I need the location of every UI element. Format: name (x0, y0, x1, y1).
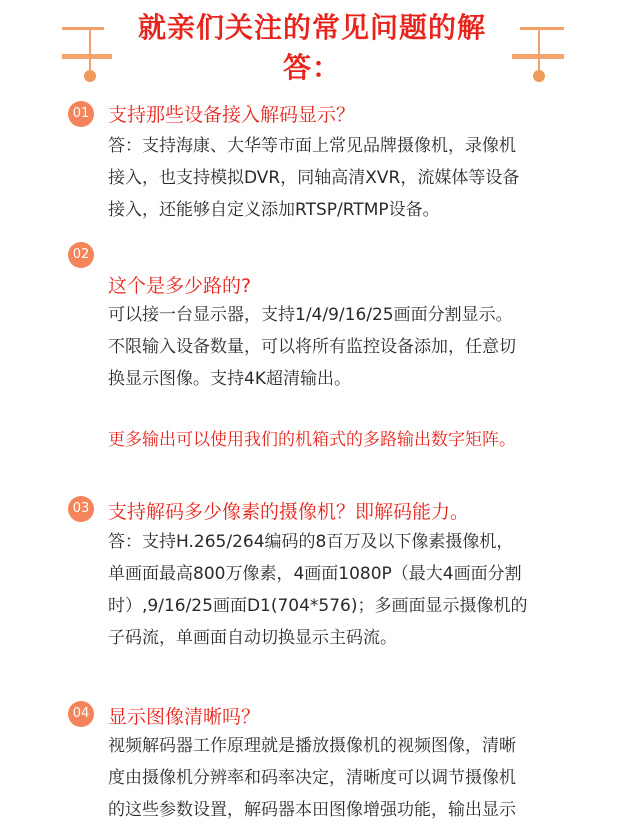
page-title: 就亲们关注的常见问题的解答： (112, 6, 512, 86)
header-vertical-left (89, 27, 91, 73)
faq-number-badge: 02 (68, 242, 94, 268)
faq-answer (108, 730, 578, 826)
faq-note: 更多输出可以使用我们的机箱式的多路输出数字矩阵。 (108, 430, 516, 450)
faq-question: 支持解码多少像素的摄像机？即解码能力。 (108, 501, 470, 523)
header-line-right (520, 27, 564, 30)
faq-question: 这个是多少路的? (108, 275, 252, 297)
faq-answer-line: 的这些参数设置，解码器本田图像增强功能，输出显示 (108, 800, 516, 820)
faq-answer-line: 可以接一台显示器，支持1/4/9/16/25画面分割显示。 (108, 305, 513, 325)
faq-question: 显示图像清晰吗？ (108, 706, 261, 728)
faq-question: 支持那些设备接入解码显示？ (108, 104, 356, 126)
faq-answer-line: 度由摄像机分辨率和码率决定，清晰度可以调节摄像机 (108, 768, 516, 788)
faq-answer-line: 答：支持海康、大华等市面上常见品牌摄像机，录像机 (108, 136, 516, 156)
faq-answer (108, 299, 578, 395)
header-dot-left (84, 70, 96, 82)
faq-answer-line: 单画面最高800万像素，4画面1080P（最大4画面分割 (108, 564, 522, 584)
header-line-left (62, 27, 104, 30)
faq-number-badge: 01 (68, 101, 94, 127)
faq-answer-line: 答：支持H.265/264编码的8百万及以下像素摄像机， (108, 532, 514, 552)
faq-answer-line: 子码流，单画面自动切换显示主码流。 (108, 628, 397, 648)
faq-number-badge: 03 (68, 496, 94, 522)
faq-number-badge: 04 (68, 701, 94, 727)
faq-answer-line: 视频解码器工作原理就是播放摄像机的视频图像，清晰 (108, 736, 516, 756)
faq-answer-line: 换显示图像。支持4K超清输出。 (108, 369, 351, 389)
faq-answer-line: 接入，还能够自定义添加RTSP/RTMP设备。 (108, 200, 440, 220)
page-header (0, 0, 624, 90)
faq-answer-line: 时）,9/16/25画面D1(704*576)；多画面显示摄像机的 (108, 596, 528, 616)
header-dot-right (533, 70, 545, 82)
faq-answer-line: 接入，也支持模拟DVR，同轴高清XVR，流媒体等设备 (108, 168, 520, 188)
header-vertical-right (538, 27, 540, 73)
faq-answer (108, 130, 578, 226)
faq-answer-line: 不限输入设备数量，可以将所有监控设备添加，任意切 (108, 337, 516, 357)
faq-answer (108, 526, 578, 654)
